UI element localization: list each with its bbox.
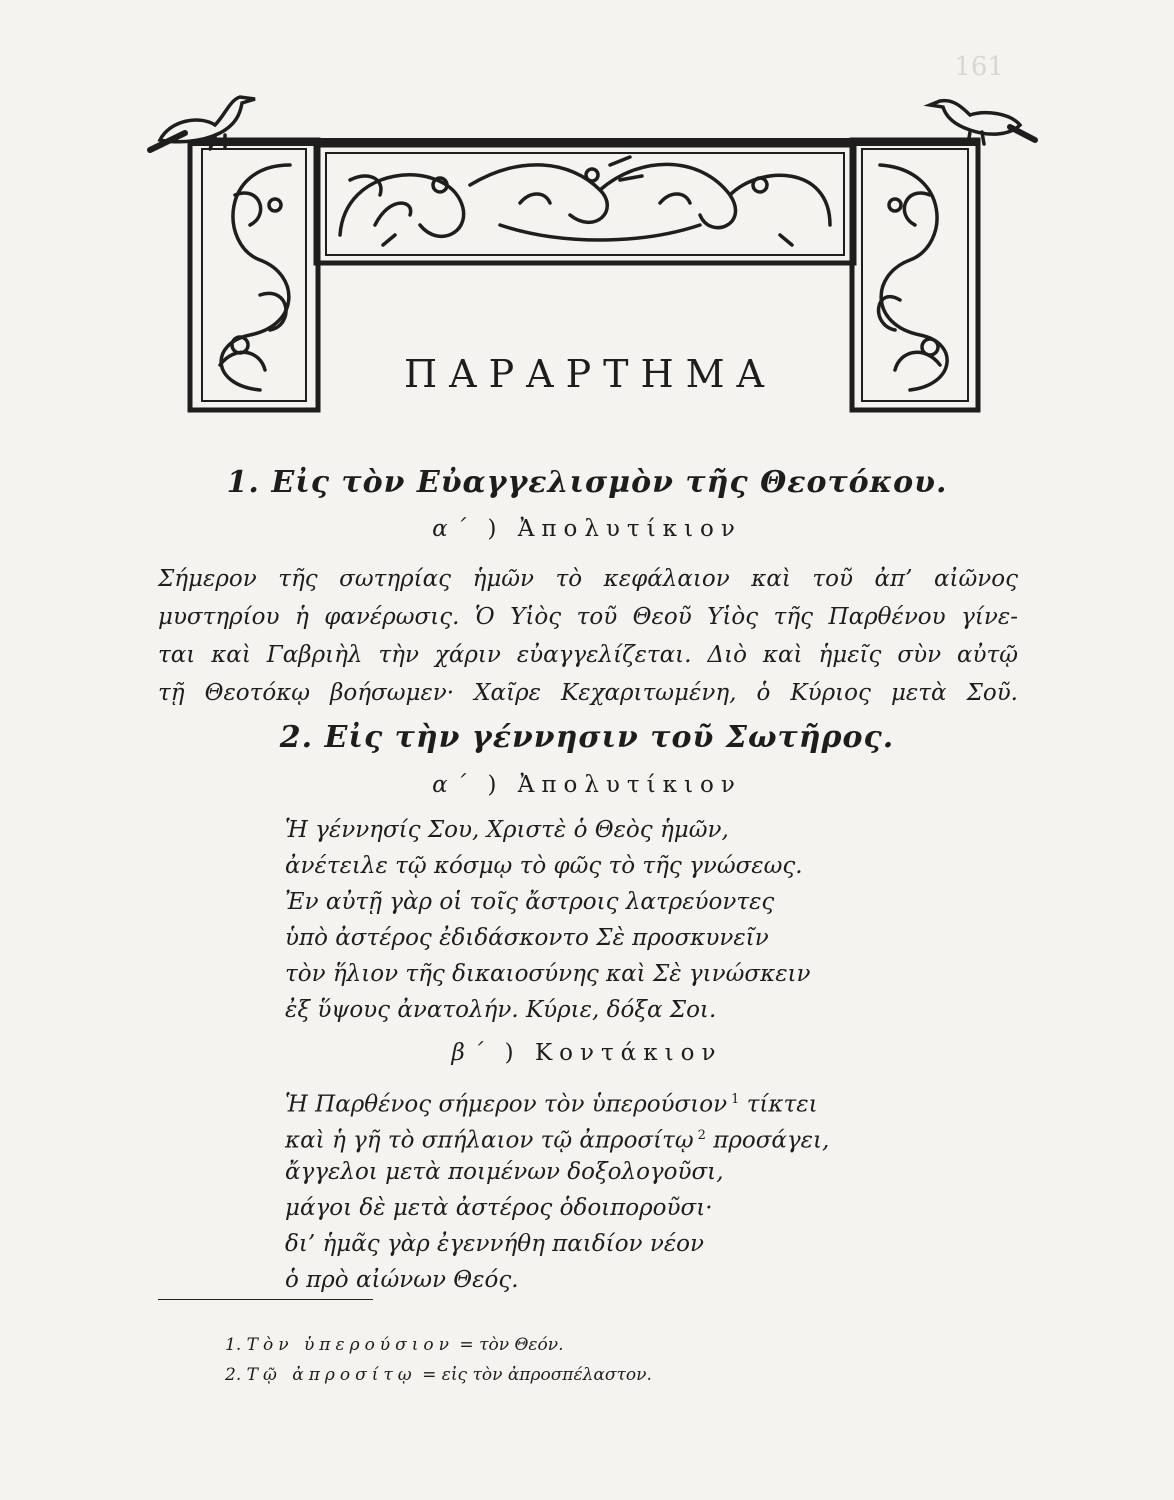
- hymn-line-text: τίκτει: [746, 1091, 818, 1118]
- footnote-number: 2.: [225, 1365, 242, 1385]
- section-1-heading: 1. Εἰς τὸν Εὐαγγελισμὸν τῆς Θεοτόκου.: [226, 465, 948, 500]
- subheading-number: α΄: [432, 772, 474, 798]
- footnote-marker: 2: [697, 1128, 706, 1143]
- footnote-number: 1.: [225, 1335, 242, 1355]
- hymn-line: Ἡ γέννησίς Σου, Χριστὲ ὁ Θεὸς ἡμῶν,: [285, 817, 729, 843]
- subheading-number: α΄: [432, 516, 474, 542]
- page-number: 161: [954, 52, 1004, 82]
- hymn-line: [285, 1118, 985, 1154]
- hymn-line: [285, 1082, 985, 1118]
- hymn-line-text: καὶ ἡ γῆ τὸ σπήλαιον τῷ ἀπροσίτῳ: [285, 1127, 694, 1154]
- hymn-line-text: προσάγει,: [713, 1127, 830, 1154]
- appendix-title: ΠΑΡΑΡΤΗΜΑ: [404, 352, 776, 396]
- footnote-marker: 1: [731, 1092, 740, 1107]
- section-2a-subheading: [0, 772, 1174, 798]
- hymn-line: ἀνέτειλε τῷ κόσμῳ τὸ φῶς τὸ τῆς γνώσεως.: [285, 853, 803, 879]
- hymn-line: μυστηρίου ἡ φανέρωσις. Ὁ Υἱὸς τοῦ Θεοῦ Υἱὸς τῆς Παρθένου γίνε-: [158, 604, 1018, 630]
- footnote: [225, 1360, 925, 1390]
- footnote: [225, 1330, 925, 1360]
- hymn-line-text: Ἡ Παρθένος σήμερον τὸν ὑπερούσιον: [285, 1091, 728, 1118]
- hymn-line: ὑπὸ ἀστέρος ἐδιδάσκοντο Σὲ προσκυνεῖν: [285, 925, 769, 951]
- hymn-line: ὁ πρὸ αἰώνων Θεός.: [285, 1267, 519, 1293]
- hymn-line: Σήμερον τῆς σωτηρίας ἡμῶν τὸ κεφάλαιον καὶ τοῦ ἀπ’ αἰῶνος: [158, 566, 1018, 592]
- footnotes: [225, 1330, 925, 1390]
- section-1-hymn: [158, 560, 1018, 712]
- hymn-line: ται καὶ Γαβριὴλ τὴν χάριν εὐαγγελίζεται. Διὸ καὶ ἡμεῖς σὺν αὐτῷ: [158, 642, 1018, 668]
- footnote-gloss: τὸν Θεόν.: [479, 1335, 564, 1355]
- subheading-number: β΄: [451, 1040, 491, 1066]
- hymn-line: Ἐν αὐτῇ γὰρ οἱ τοῖς ἄστροις λατρεύοντες: [285, 889, 775, 915]
- hymn-line: τῇ Θεοτόκῳ βοήσωμεν· Χαῖρε Κεχαριτωμένη, ὁ Κύριος μετὰ Σοῦ.: [158, 680, 1018, 706]
- section-2-heading: 2. Εἰς τὴν γέννησιν τοῦ Σωτῆρος.: [279, 720, 895, 755]
- hymn-line: δι’ ἡμᾶς γὰρ ἐγεννήθη παιδίον νέον: [285, 1231, 704, 1257]
- hymn-line: ἐξ ὕψους ἀνατολήν. Κύριε, δόξα Σοι.: [285, 997, 717, 1023]
- hymn-line: μάγοι δὲ μετὰ ἀστέρος ὁδοιποροῦσι·: [285, 1195, 713, 1221]
- footnote-equals: =: [459, 1335, 474, 1355]
- section-2a-hymn: [285, 812, 985, 1028]
- footnote-equals: =: [422, 1365, 437, 1385]
- hymn-line: ἄγγελοι μετὰ ποιμένων δοξολογοῦσι,: [285, 1159, 724, 1185]
- footnote-term: Τὸν ὑπερούσιον: [246, 1335, 454, 1355]
- footnote-gloss: εἰς τὸν ἀπροσπέλαστον.: [441, 1365, 652, 1385]
- subheading-label: ) Ἀπολυτίκιον: [487, 516, 742, 542]
- footnote-term: Τῷ ἀπροσίτῳ: [246, 1365, 417, 1385]
- footnote-divider: [158, 1299, 373, 1300]
- hymn-line: τὸν ἥλιον τῆς δικαιοσύνης καὶ Σὲ γινώσκειν: [285, 961, 811, 987]
- section-2b-subheading: [0, 1040, 1174, 1066]
- section-2b-hymn: [285, 1082, 985, 1298]
- subheading-label: ) Ἀπολυτίκιον: [487, 772, 742, 798]
- subheading-label: ) Κοντάκιον: [504, 1040, 723, 1066]
- section-1-subheading: [0, 516, 1174, 542]
